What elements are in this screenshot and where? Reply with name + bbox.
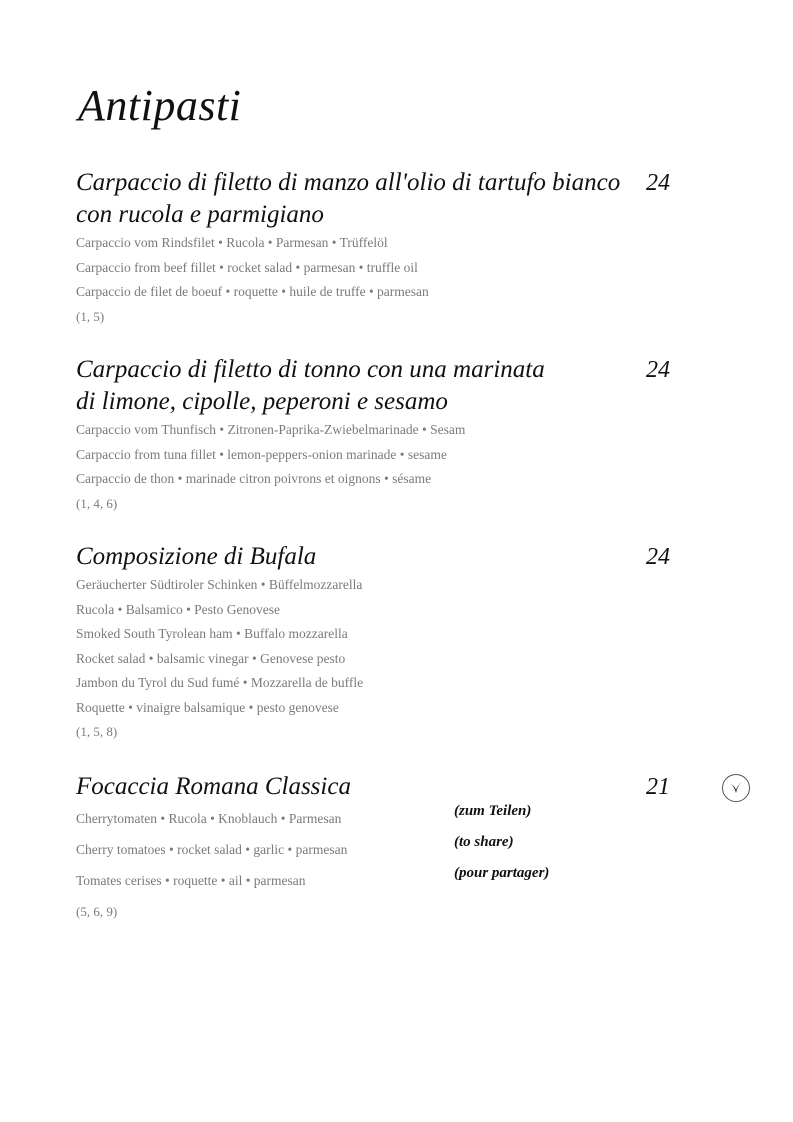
item-description: Rucola • Balsamico • Pesto Genovese bbox=[76, 601, 281, 617]
item-description: Carpaccio vom Thunfisch • Zitronen-Paprika-Zwiebelmarinade • Sesam bbox=[76, 422, 466, 437]
item-description: Carpaccio vom Rindsfilet • Rucola • Parmesan • Trüffelöl bbox=[76, 235, 388, 250]
item-allergens: (5, 6, 9) bbox=[76, 904, 118, 919]
item-title: Focaccia Romana Classica bbox=[76, 773, 351, 800]
item-price: 24 bbox=[646, 357, 670, 383]
item-price: 21 bbox=[646, 774, 670, 800]
item-description: Smoked South Tyrolean ham • Buffalo mozzarella bbox=[76, 626, 348, 641]
share-note: (pour partager) bbox=[454, 865, 550, 881]
item-description: Jambon du Tyrol du Sud fumé • Mozzarella de buffle bbox=[76, 675, 364, 690]
vegetarian-icon bbox=[722, 774, 750, 802]
item-description: Tomates cerises • roquette • ail • parmesan bbox=[76, 873, 306, 888]
menu-item bbox=[76, 354, 716, 516]
item-title: con rucola e parmigiano bbox=[76, 201, 324, 228]
item-allergens: (1, 5, 8) bbox=[76, 724, 118, 739]
share-note: (zum Teilen) bbox=[454, 803, 532, 819]
section-heading: Antipasti bbox=[78, 81, 242, 130]
menu-item bbox=[76, 541, 716, 745]
item-description: Carpaccio from tuna fillet • lemon-peppers-onion marinade • sesame bbox=[76, 446, 447, 462]
item-title: di limone, cipolle, peperoni e sesamo bbox=[76, 388, 448, 415]
item-allergens: (1, 5) bbox=[76, 308, 105, 324]
item-description: Cherrytomaten • Rucola • Knoblauch • Parmesan bbox=[76, 811, 342, 826]
item-price: 24 bbox=[646, 544, 670, 570]
share-note: (to share) bbox=[454, 834, 514, 850]
description-row bbox=[76, 803, 716, 834]
item-description: Roquette • vinaigre balsamique • pesto genovese bbox=[76, 699, 339, 715]
item-title: Carpaccio di filetto di tonno con una marinata bbox=[76, 356, 545, 383]
item-description: Carpaccio from beef fillet • rocket salad • parmesan • truffle oil bbox=[76, 259, 418, 275]
item-description: Cherry tomatoes • rocket salad • garlic • parmesan bbox=[76, 842, 348, 857]
menu-item bbox=[76, 167, 716, 329]
description-row bbox=[76, 834, 716, 865]
menu-item bbox=[76, 771, 716, 927]
item-description: Rocket salad • balsamic vinegar • Genovese pesto bbox=[76, 650, 346, 666]
item-allergens: (1, 4, 6) bbox=[76, 495, 118, 511]
item-description: Carpaccio de thon • marinade citron poivrons et oignons • sésame bbox=[76, 471, 432, 486]
item-title: Carpaccio di filetto di manzo all'olio di tartufo bianco bbox=[76, 169, 621, 196]
item-description: Geräucherter Südtiroler Schinken • Büffelmozzarella bbox=[76, 577, 363, 592]
item-title: Composizione di Bufala bbox=[76, 543, 317, 570]
item-description: Carpaccio de filet de boeuf • roquette • huile de truffe • parmesan bbox=[76, 284, 429, 299]
description-row bbox=[76, 865, 716, 896]
item-price: 24 bbox=[646, 170, 670, 196]
